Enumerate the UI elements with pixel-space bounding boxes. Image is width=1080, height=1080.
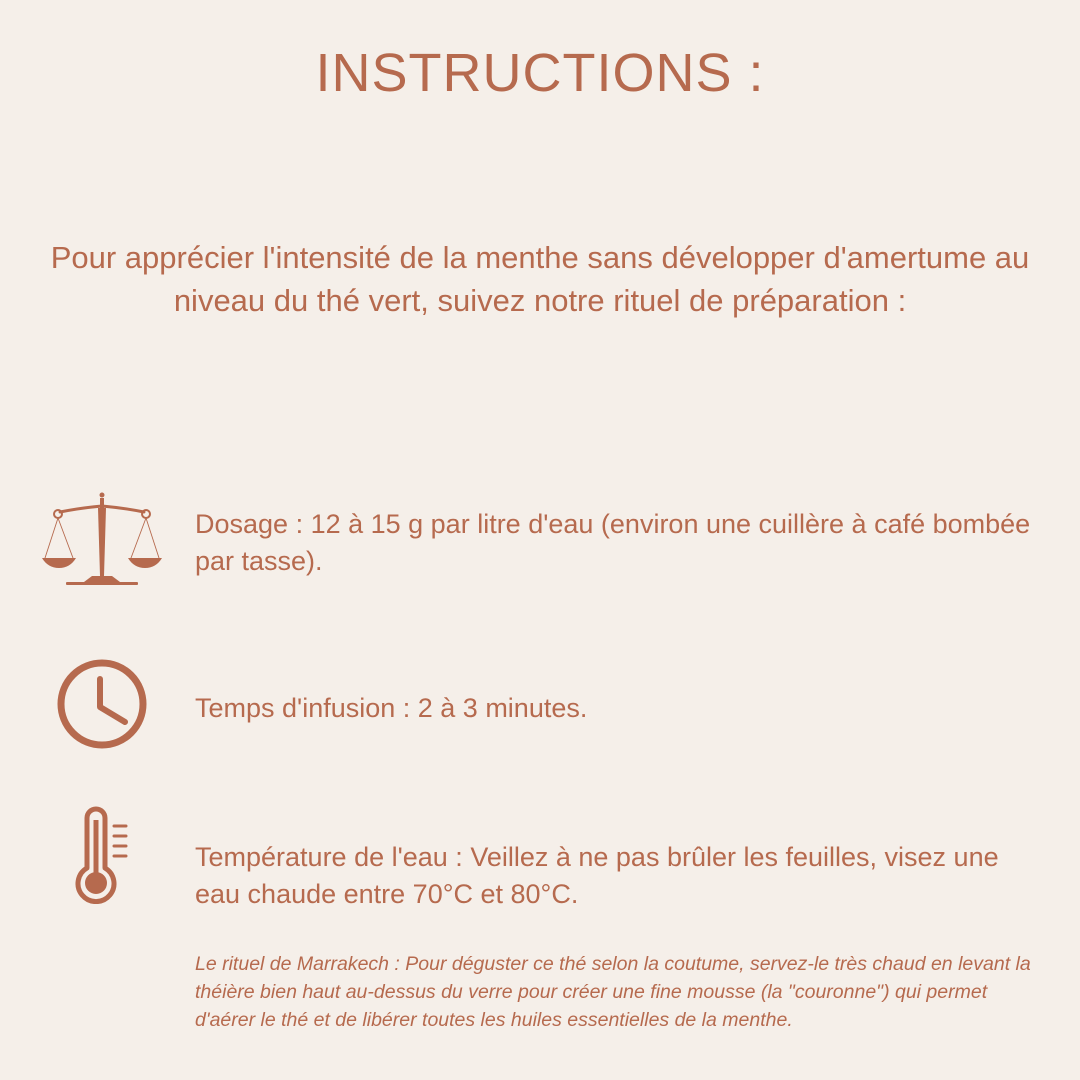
clock-icon <box>55 657 149 751</box>
page-title: INSTRUCTIONS : <box>315 43 765 103</box>
scale-icon <box>40 490 164 588</box>
thermometer-icon <box>72 806 132 904</box>
temperature-text: Température de l'eau : Veillez à ne pas brûler les feuilles, visez une eau chaude entre 70°C et 80°C. <box>195 842 999 909</box>
intro-text: Pour apprécier l'intensité de la menthe sans développer d'amertume au niveau du thé vert, suivez notre rituel de préparation : <box>50 240 1030 318</box>
ritual-note: Le rituel de Marrakech : Pour déguster ce thé selon la coutume, servez-le très chaud en levant la théière bien haut au-dessus du verre pour créer une fine mousse (la "couronne") qui permet d'aérer le thé et de libérer toutes les huiles essentielles de la menthe. <box>195 953 1031 1031</box>
dosage-text: Dosage : 12 à 15 g par litre d'eau (environ une cuillère à café bombée par tasse). <box>195 509 1031 576</box>
infusion-time-text: Temps d'infusion : 2 à 3 minutes. <box>195 693 588 723</box>
